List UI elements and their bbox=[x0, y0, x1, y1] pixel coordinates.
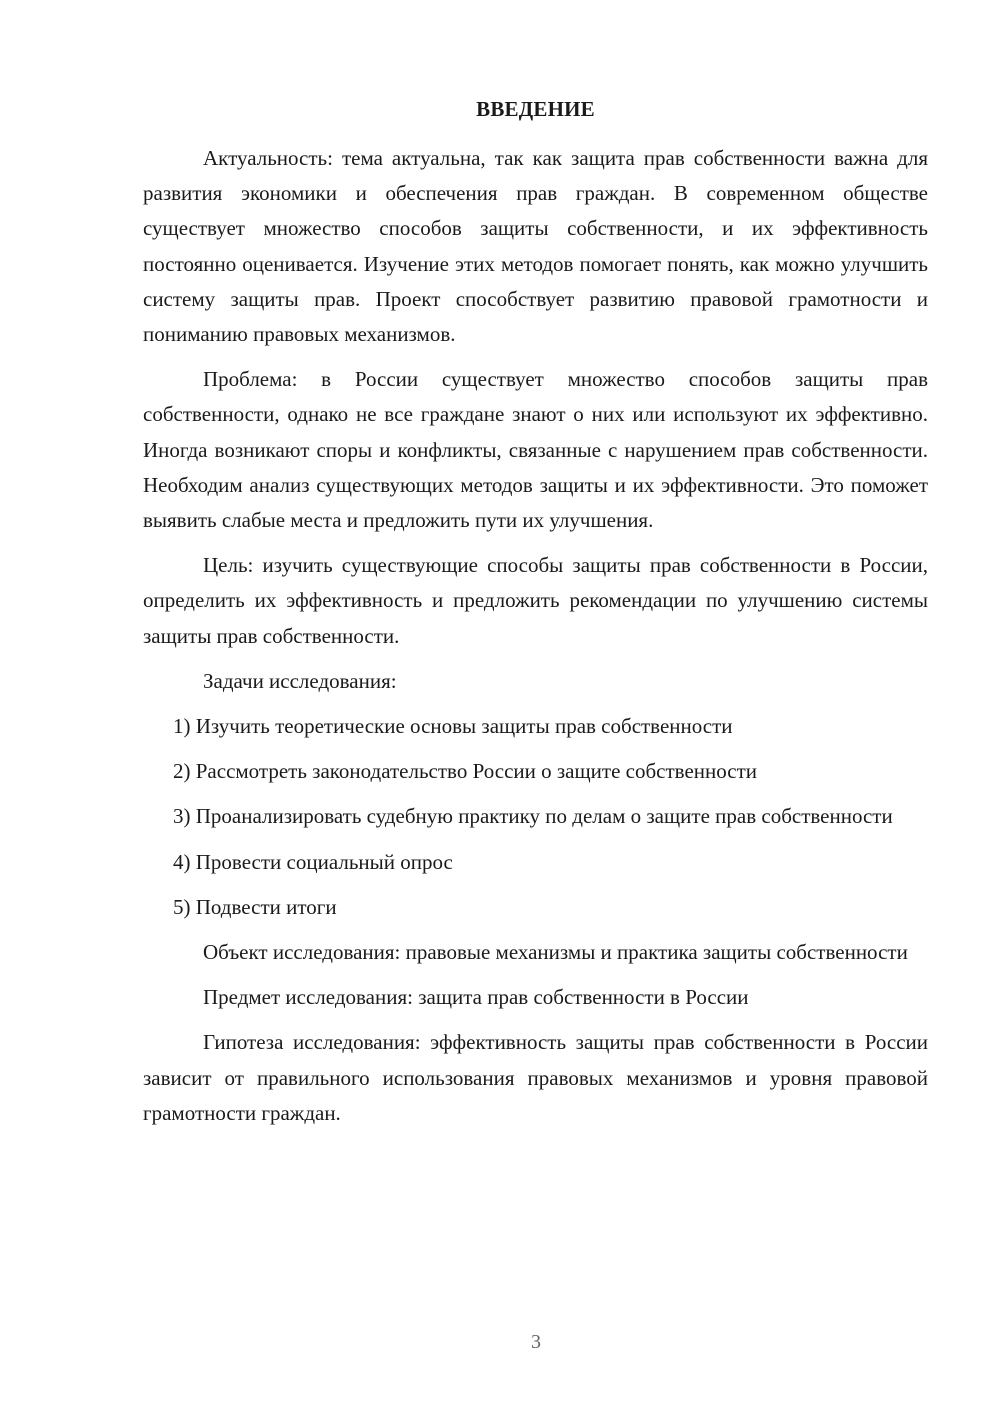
document-page bbox=[143, 92, 928, 1141]
task-item: 4) Провести социальный опрос bbox=[173, 849, 453, 874]
tasks-heading: Задачи исследования: bbox=[203, 668, 397, 693]
relevance-paragraph: Актуальность: тема актуальна, так как защита прав собственности важна для развития экономики и обеспечения прав граждан. В современном обществе существует множество способов защиты собственности, и их эффективность постоянно оценивается. Изучение этих методов помогает понять, как можно улучшить систему защиты прав. Проект способствует развитию правовой грамотности и пониманию правовых механизмов. bbox=[143, 146, 928, 347]
page-number: 3 bbox=[531, 1331, 541, 1353]
goal-paragraph: Цель: изучить существующие способы защиты прав собственности в России, определить их эффективность и предложить рекомендации по улучшению системы защиты прав собственности. bbox=[143, 553, 928, 648]
task-item: 3) Проанализировать судебную практику по делам о защите прав собственности bbox=[173, 804, 893, 829]
problem-paragraph: Проблема: в России существует множество способов защиты прав собственности, однако не все граждане знают о них или используют их эффективно. Иногда возникают споры и конфликты, связанные с нарушением прав собственности. Необходим анализ существующих методов защиты и их эффективности. Это поможет выявить слабые места и предложить пути их улучшения. bbox=[143, 367, 928, 533]
hypothesis-paragraph: Гипотеза исследования: эффективность защиты прав собственности в России зависит от правильного использования правовых механизмов и уровня правовой грамотности граждан. bbox=[143, 1030, 928, 1125]
subject-paragraph: Предмет исследования: защита прав собственности в России bbox=[203, 985, 749, 1010]
section-title: ВВЕДЕНИЕ bbox=[476, 97, 595, 121]
task-item: 5) Подвести итоги bbox=[173, 894, 337, 919]
task-item: 1) Изучить теоретические основы защиты прав собственности bbox=[173, 714, 733, 739]
task-item: 2) Рассмотреть законодательство России о защите собственности bbox=[173, 759, 758, 784]
object-paragraph: Объект исследования: правовые механизмы и практика защиты собственности bbox=[203, 940, 908, 965]
